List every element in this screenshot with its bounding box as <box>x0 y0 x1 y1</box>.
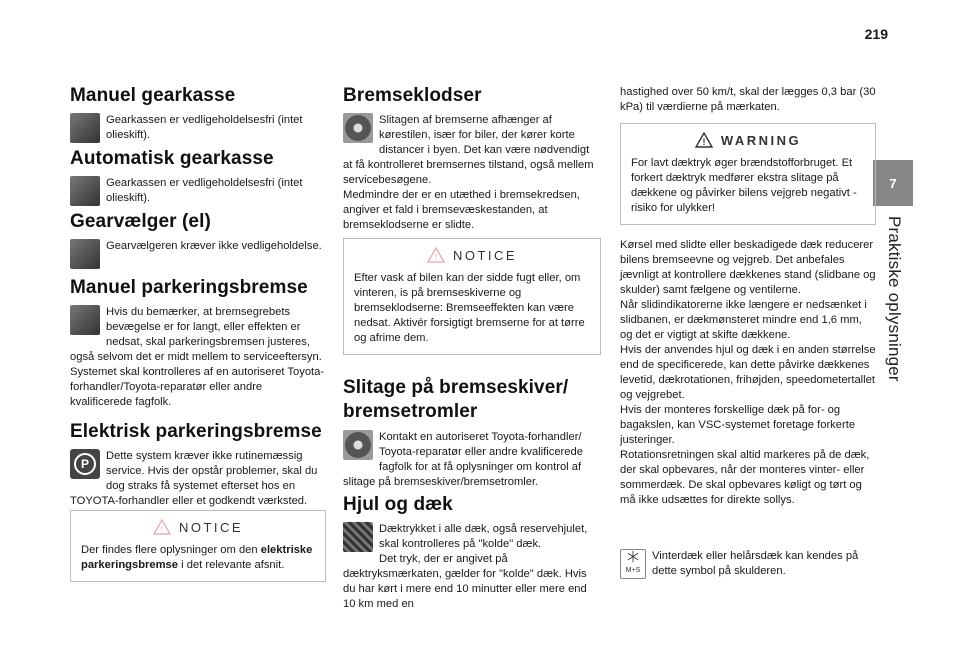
section-wheels-tyres <box>343 494 601 612</box>
text-continuation: hastighed over 50 km/t, skal der lægges 0,3 bar (30 kPa) til værdierne på mærkaten. <box>620 86 876 113</box>
chapter-title: Praktiske oplysninger <box>885 216 904 382</box>
text-electric-parking-brake: Dette system kræver ikke rutinemæssig service. Hvis der opstår problemer, skal du dog straks få systemet efterset hos en TOYOTA-forhandler eller et godkendt værksted. <box>70 450 318 507</box>
chapter-tab[interactable]: 7 <box>873 160 913 206</box>
notice-text-2: Efter vask af bilen kan der sidde fugt eller, om vinteren, is på bremseskiverne og bremseklodserne: Bremseeffekten kan være nedsat. Aktivér forsigtigt bremserne for at tørre og afrime dem. <box>354 272 585 344</box>
paragraph-5: Rotationsretningen skal altid markeres på de dæk, der skal opbevares, når der monteres vinter- eller sommerdæk. De skal opbevares køligt og tørt og må ikke udsættes for direkte sollys. <box>620 449 870 506</box>
gearbox-icon <box>70 176 100 206</box>
paragraph-3: Hvis der anvendes hjul og dæk i en anden størrelse end de specificerede, kan dette påvirke dækkenes levetid, dækrotationen, frihøjden, speedometertallet og vejgrebet. <box>620 344 876 401</box>
text-wheels-tyres: Dæktrykket i alle dæk, også reservehjulet, skal kontrolleres på "kolde" dæk. <box>379 523 588 550</box>
parking-brake-icon <box>70 305 100 335</box>
text-disc-wear: Kontakt en autoriseret Toyota-forhandler/ Toyota-reparatør eller andre kvalificerede fagfolk for at få oplysninger om kontrol af slitage på bremseskiver/bremsetromler. <box>343 431 583 488</box>
parking-p-icon: P <box>70 449 100 479</box>
notice-label: NOTICE <box>452 247 518 263</box>
brake-disc-icon <box>343 113 373 143</box>
notice-triangle-icon <box>427 247 445 263</box>
text-brake-pads: Slitagen af bremserne afhænger af kørestilen, især for biler, der kører korte distancer i byen. Det kan være nødvendigt at få kontrolleret bremsernes tilstand, også mellem servicebesøgene. <box>343 114 594 186</box>
snowflake-icon <box>625 550 641 563</box>
warning-box <box>620 123 876 225</box>
notice-triangle-icon <box>153 519 171 535</box>
heading-gear-selector: Gearvælger (el) <box>70 211 211 232</box>
text-manual-gearbox: Gearkassen er vedligeholdelsesfri (intet olieskift). <box>106 114 303 141</box>
heading-disc-wear: Slitage på bremseskiver/ bremsetromler <box>343 377 569 422</box>
section-disc-wear <box>343 376 601 490</box>
warning-text: For lavt dæktryk øger brændstofforbruget. Et forkert dæktryk medfører ekstra slitage på dækkene og påvirker bilens vejgreb negativt - risiko for ulykker! <box>631 157 857 214</box>
text-brake-pads-2: Medmindre der er en utæthed i bremsekredsen, angiver et fald i bremsevæskestanden, at bremseklodserne er slidte. <box>343 189 580 231</box>
svg-text:!: ! <box>434 253 438 262</box>
notice-label: NOTICE <box>178 519 244 535</box>
page-number: 219 <box>864 26 888 42</box>
section-manual-parking-brake <box>70 277 326 410</box>
paragraph-6: Vinterdæk eller helårsdæk kan kendes på dette symbol på skulderen. <box>652 550 859 577</box>
tyre-paragraphs <box>620 238 876 508</box>
paragraph-1: Kørsel med slidte eller beskadigede dæk reducerer bilens bremseevne og vejgreb. Det anbefales jævnligt at kontrollere dækkenes stand (slidbane og skulder) samt fælgene og ventilerne. <box>620 239 876 296</box>
notice-box-1 <box>70 510 326 582</box>
paragraph-2: Når slidindikatorerne ikke længere er nedsænket i slidbanen, er dækmønsteret mindre end 1,6 mm, og det er vigtigt at skifte dækkene. <box>620 299 867 341</box>
text-gear-selector: Gearvælgeren kræver ikke vedligeholdelse. <box>106 240 322 252</box>
text-manual-parking-brake: Hvis du bemærker, at bremsegrebets bevægelse er for langt, eller effekten er nedsat, skal parkeringsbremsen justeres, også selvom det er midt mellem to serviceeftersyn. Systemet skal kontrolleres af en autoriseret Toyota-forhandler/Toyota-reparatør eller andre kvalificerede fagfolk. <box>70 306 325 408</box>
snowflake-ms-icon: M+S <box>620 549 646 579</box>
brake-disc-icon <box>343 430 373 460</box>
notice-box-2 <box>343 238 601 355</box>
gearbox-icon <box>70 113 100 143</box>
warning-triangle-icon <box>695 132 713 148</box>
paragraph-4: Hvis der monteres forskellige dæk på for- og bagakslen, kan VSC-systemet foretage forkerte justeringer. <box>620 404 856 446</box>
notice-text-1: Der findes flere oplysninger om den elektriske parkeringsbremse i det relevante afsnit. <box>81 544 313 571</box>
section-automatic-gearbox <box>70 148 326 208</box>
tyre-icon <box>343 522 373 552</box>
text-wheels-tyres-2: Det tryk, der er angivet på dæktryksmærkaten, gælder for "kolde" dæk. Hvis du har kørt i mere end 10 minutter eller mere end 10 km med en <box>343 553 587 610</box>
warning-label: WARNING <box>720 132 802 148</box>
section-electric-parking-brake <box>70 421 326 509</box>
section-gear-selector <box>70 211 326 271</box>
svg-text:!: ! <box>160 525 164 534</box>
heading-electric-parking-brake: Elektrisk parkeringsbremse <box>70 421 322 442</box>
section-brake-pads <box>343 85 601 233</box>
gearbox-icon <box>70 239 100 269</box>
heading-manual-parking-brake: Manuel parkeringsbremse <box>70 277 308 298</box>
heading-automatic-gearbox: Automatisk gearkasse <box>70 148 274 169</box>
heading-wheels-tyres: Hjul og dæk <box>343 494 453 515</box>
section-manual-gearbox <box>70 85 326 145</box>
ms-note <box>620 549 876 581</box>
heading-manual-gearbox: Manuel gearkasse <box>70 85 236 106</box>
heading-brake-pads: Bremseklodser <box>343 85 482 106</box>
text-automatic-gearbox: Gearkassen er vedligeholdelsesfri (intet olieskift). <box>106 177 303 204</box>
svg-text:!: ! <box>702 137 706 147</box>
